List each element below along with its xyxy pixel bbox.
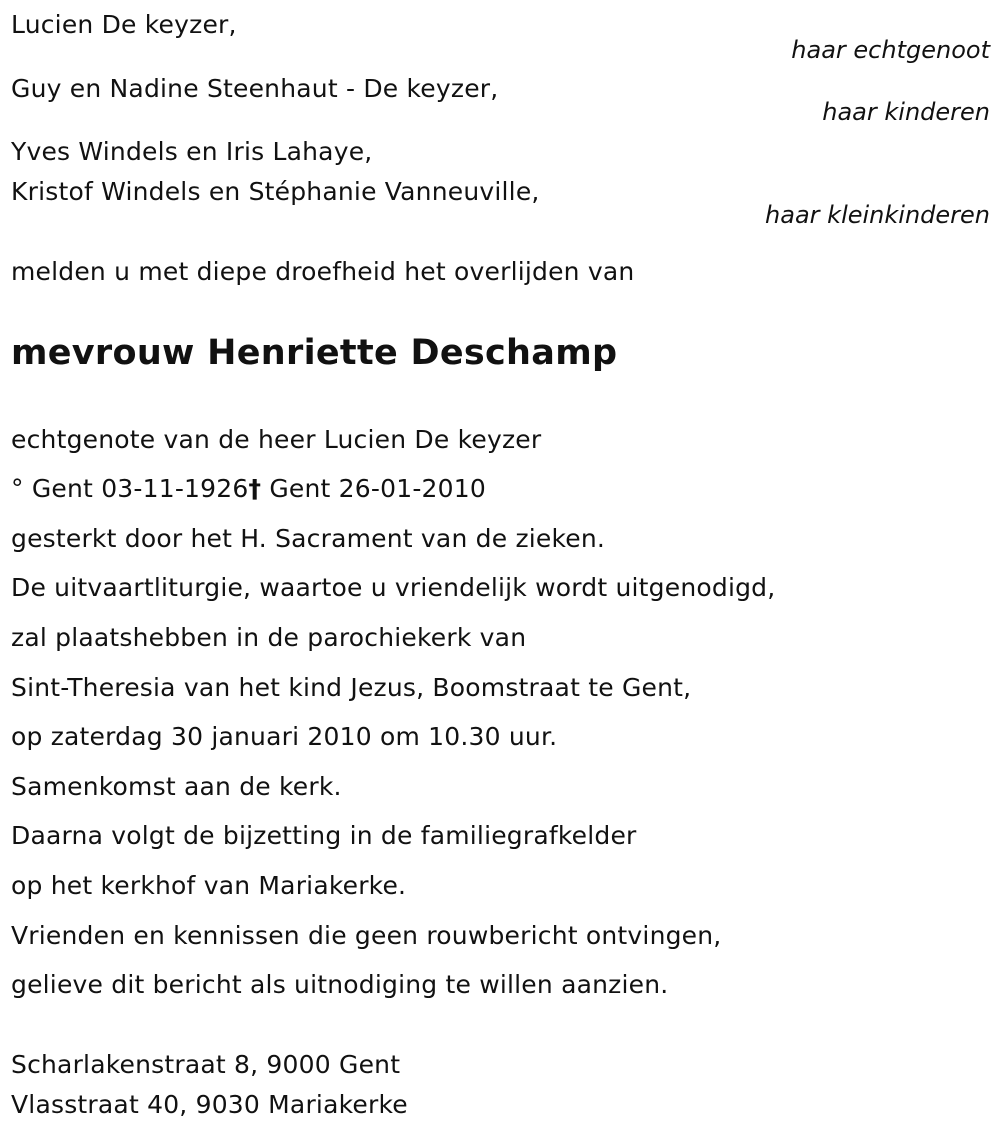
body-line: zal plaatshebben in de parochiekerk van: [11, 623, 527, 652]
body-line: gesterkt door het H. Sacrament van de zieken.: [11, 524, 606, 553]
body-line: Samenkomst aan de kerk.: [11, 772, 342, 801]
body-line: De uitvaartliturgie, waartoe u vriendelijk wordt uitgenodigd,: [11, 573, 776, 602]
birth-death-line: [11, 474, 486, 504]
grandchildren-role: haar kleinkinderen: [765, 201, 990, 229]
death-text: Gent 26-01-2010: [261, 474, 486, 503]
birth-text: ° Gent 03-11-1926: [11, 474, 249, 503]
children-names: Guy en Nadine Steenhaut - De keyzer,: [11, 74, 499, 103]
deceased-spouse-line: echtgenote van de heer Lucien De keyzer: [11, 425, 542, 454]
grandchildren-name-1: Yves Windels en Iris Lahaye,: [11, 137, 373, 166]
spouse-name: Lucien De keyzer,: [11, 10, 237, 39]
deceased-name: mevrouw Henriette Deschamp: [11, 333, 618, 373]
body-line: Daarna volgt de bijzetting in de familiegrafkelder: [11, 821, 637, 850]
announcement-text: melden u met diepe droefheid het overlijden van: [11, 257, 635, 286]
address-line-2: Vlasstraat 40, 9030 Mariakerke: [11, 1090, 408, 1119]
children-role: haar kinderen: [822, 98, 990, 126]
body-line: Vrienden en kennissen die geen rouwbericht ontvingen,: [11, 921, 722, 950]
body-line: op zaterdag 30 januari 2010 om 10.30 uur.: [11, 722, 558, 751]
body-line: op het kerkhof van Mariakerke.: [11, 871, 407, 900]
address-line-1: Scharlakenstraat 8, 9000 Gent: [11, 1050, 401, 1079]
body-line: gelieve dit bericht als uitnodiging te willen aanzien.: [11, 970, 669, 999]
body-line: Sint-Theresia van het kind Jezus, Boomstraat te Gent,: [11, 673, 692, 702]
spouse-role: haar echtgenoot: [791, 36, 990, 64]
death-cross-symbol: †: [248, 474, 262, 503]
grandchildren-name-2: Kristof Windels en Stéphanie Vanneuville,: [11, 177, 540, 206]
